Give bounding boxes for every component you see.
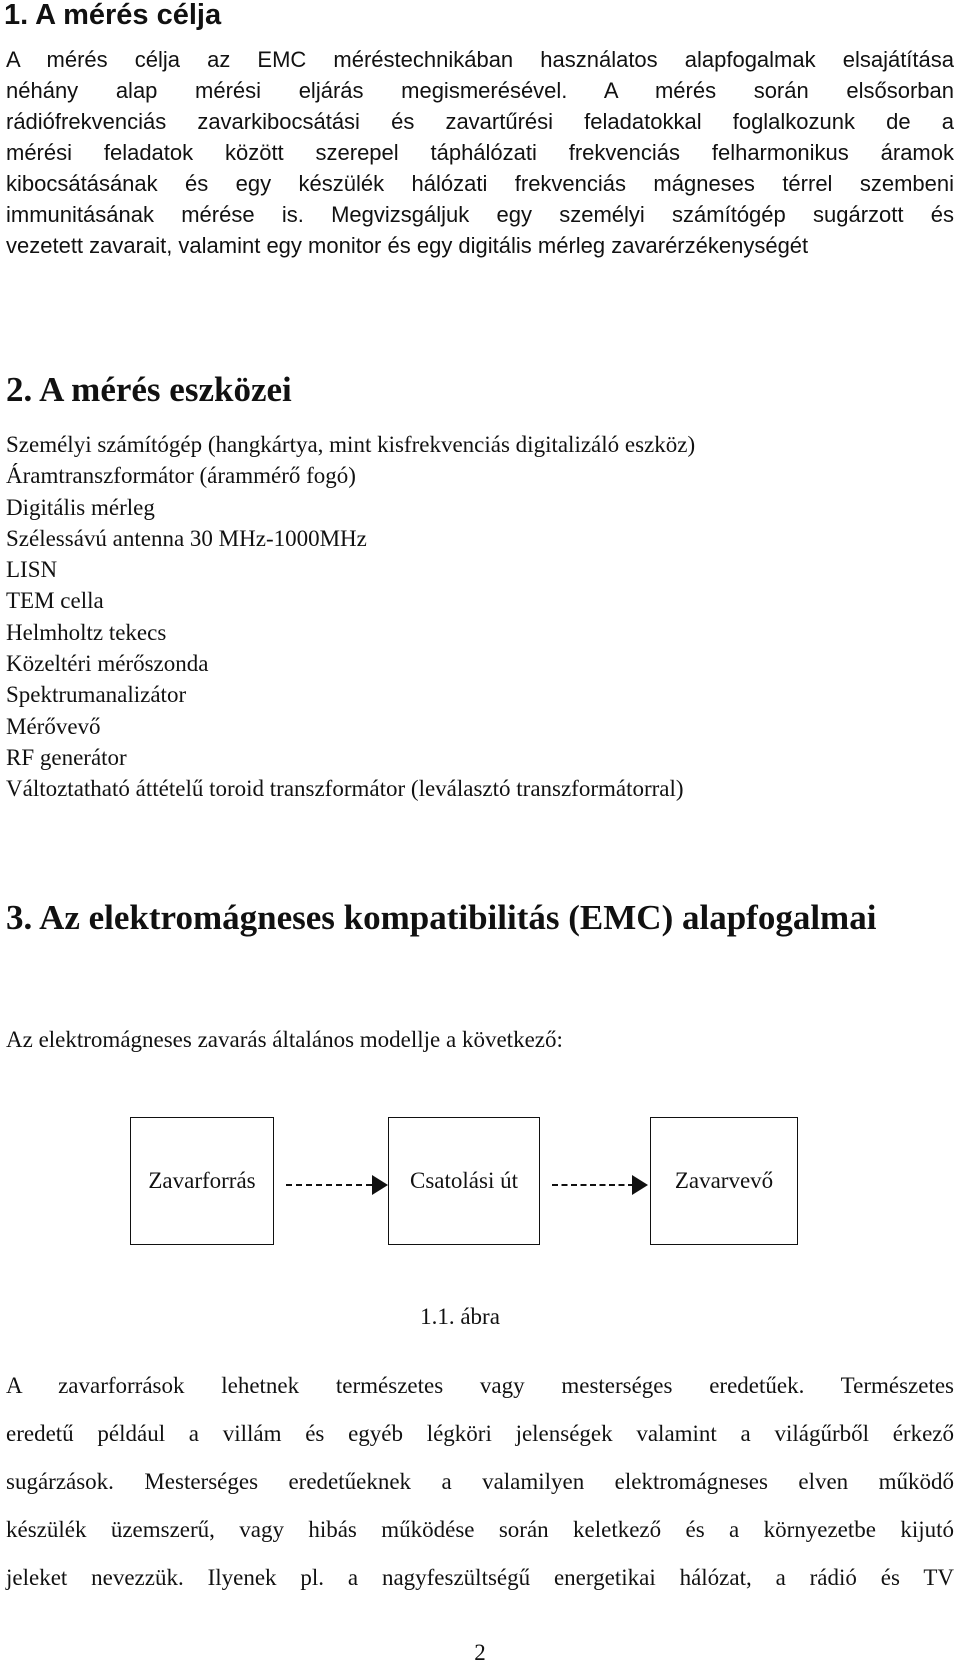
equipment-list (6, 429, 695, 805)
coupling-path-label: Csatolási út (410, 1168, 518, 1193)
list-item: Szélessávú antenna 30 MHz-1000MHz (6, 525, 367, 551)
list-item: Helmholtz tekecs (6, 619, 167, 645)
section-1-paragraph (6, 44, 954, 261)
paragraph-line: eredetű például a villám és egyéb légköri jelenségek valamint a világűrből érkező (6, 1421, 954, 1446)
paragraph-line: jeleket nevezzük. Ilyenek pl. a nagyfeszültségű energetikai hálózat, a rádió és TV (6, 1565, 954, 1590)
list-item: Áramtranszformátor (árammérő fogó) (6, 463, 356, 489)
section-2-title: 2. A mérés eszközei (6, 370, 292, 409)
source-box (130, 1117, 274, 1245)
arrow-head-icon (372, 1175, 388, 1195)
arrow-line (286, 1184, 372, 1188)
list-item: Változtatható áttételű toroid transzformátor (leválasztó transzformátorral) (6, 776, 684, 802)
paragraph-line: immunitásának mérése is. Megvizsgáljuk egy személyi számítógép sugárzott és (6, 202, 954, 227)
section-3-title: 3. Az elektromágneses kompatibilitás (EMC) alapfogalmai (6, 898, 877, 937)
page-number: 2 (474, 1640, 486, 1665)
list-item: Mérővevő (6, 713, 101, 739)
list-item: TEM cella (6, 588, 104, 614)
victim-box (650, 1117, 798, 1245)
list-item: LISN (6, 557, 58, 583)
paragraph-line: rádiófrekvenciás zavarkibocsátási és zavartűrési feladatokkal foglalkozunk de a (6, 109, 954, 134)
section-1-title: 1. A mérés célja (4, 0, 222, 31)
list-item: Spektrumanalizátor (6, 682, 187, 708)
list-item: RF generátor (6, 744, 127, 770)
paragraph-line: készülék üzemszerű, vagy hibás működése során keletkező és a környezetbe kijutó (6, 1517, 954, 1542)
paragraph-line: vezetett zavarait, valamint egy monitor és egy digitális mérleg zavarérzékenységét (6, 233, 809, 258)
paragraph-line: néhány alap mérési eljárás megismerésével. A mérés során elsősorban (6, 78, 954, 103)
arrow-head-icon (632, 1175, 648, 1195)
victim-label: Zavarvevő (674, 1168, 774, 1193)
list-item: Digitális mérleg (6, 494, 155, 520)
paragraph-line: mérési feladatok között szerepel táphálózati frekvenciás felharmonikus áramok (6, 140, 954, 165)
arrow-line (552, 1184, 634, 1188)
list-item: Közeltéri mérőszonda (6, 651, 209, 677)
list-item: Személyi számítógép (hangkártya, mint kisfrekvenciás digitalizáló eszköz) (6, 432, 696, 457)
section-3-paragraph (6, 1362, 954, 1602)
paragraph-line: sugárzások. Mesterséges eredetűeknek a valamilyen elektromágneses elven működő (6, 1469, 954, 1494)
model-intro-text: Az elektromágneses zavarás általános modellje a következő: (6, 1027, 563, 1052)
figure-caption: 1.1. ábra (420, 1304, 500, 1329)
coupling-path-box (388, 1117, 540, 1245)
paragraph-line: kibocsátásának és egy készülék hálózati frekvenciás mágneses térrel szembeni (6, 171, 954, 196)
paragraph-line: A zavarforrások lehetnek természetes vagy mesterséges eredetűek. Természetes (6, 1373, 954, 1398)
paragraph-line: A mérés célja az EMC méréstechnikában használatos alapfogalmak elsajátítása (6, 47, 954, 72)
source-label: Zavarforrás (148, 1168, 256, 1193)
